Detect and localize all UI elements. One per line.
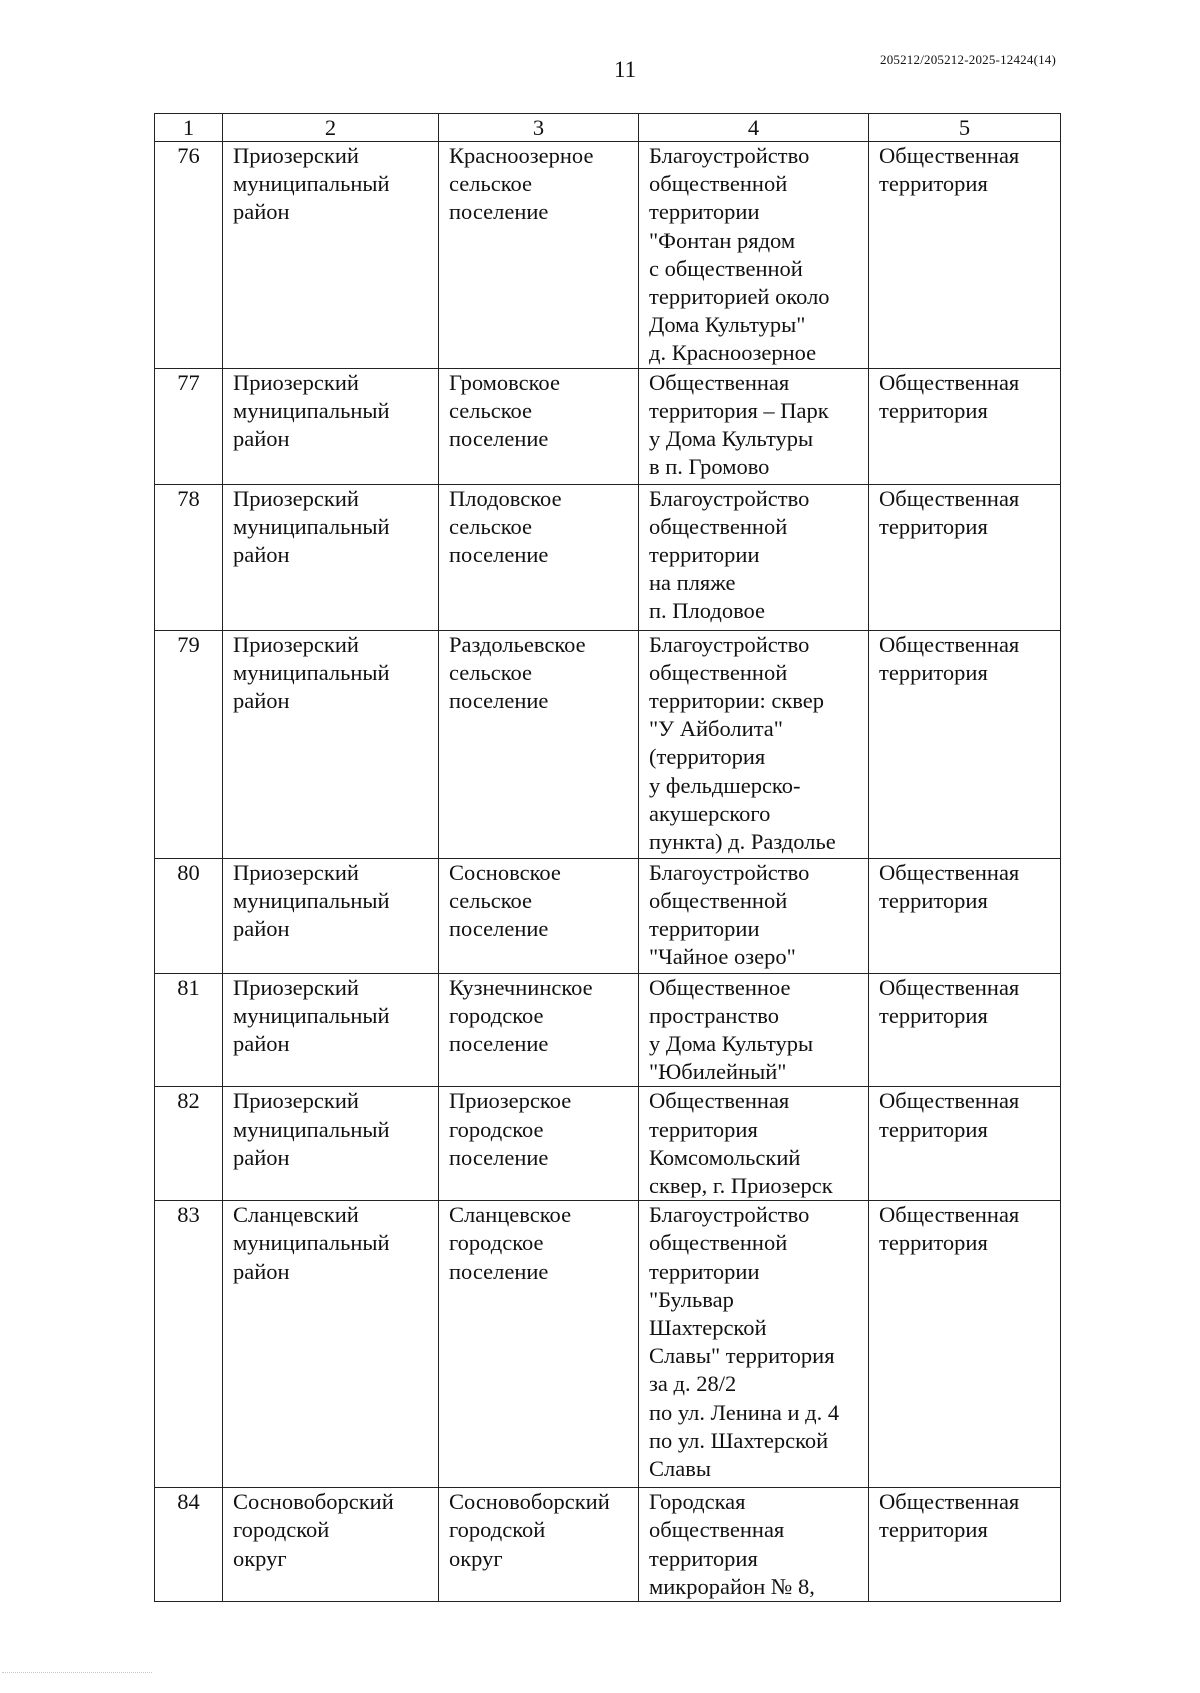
settlement-cell: Раздольевское сельское поселение <box>439 630 639 858</box>
table-row <box>155 973 1061 1087</box>
row-number: 77 <box>155 368 223 484</box>
district-cell: Приозерский муниципальный район <box>223 630 439 858</box>
row-number: 81 <box>155 973 223 1087</box>
object-cell: Благоустройство общественной территории на пляже п. Плодовое <box>639 484 869 630</box>
row-number: 84 <box>155 1488 223 1602</box>
settlement-cell: Кузнечнинское городское поселение <box>439 973 639 1087</box>
table-header-row <box>155 114 1061 142</box>
type-cell: Общественная территория <box>869 142 1061 369</box>
column-header: 4 <box>639 114 869 142</box>
object-cell: Благоустройство общественной территории "Чайное озеро" <box>639 858 869 973</box>
object-cell: Общественная территория – Парк у Дома Культуры в п. Громово <box>639 368 869 484</box>
table-row <box>155 858 1061 973</box>
settlement-cell: Красноозерное сельское поселение <box>439 142 639 369</box>
column-header: 3 <box>439 114 639 142</box>
object-cell: Благоустройство общественной территории: сквер "У Айболита" (территория у фельдшерско- акушерского пункта) д. Раздолье <box>639 630 869 858</box>
territories-table <box>154 113 1061 1602</box>
table-row <box>155 1201 1061 1488</box>
object-cell: Городская общественная территория микрорайон № 8, <box>639 1488 869 1602</box>
district-cell: Сланцевский муниципальный район <box>223 1201 439 1488</box>
object-cell: Общественное пространство у Дома Культуры "Юбилейный" <box>639 973 869 1087</box>
row-number: 76 <box>155 142 223 369</box>
type-cell: Общественная территория <box>869 484 1061 630</box>
district-cell: Приозерский муниципальный район <box>223 973 439 1087</box>
type-cell: Общественная территория <box>869 973 1061 1087</box>
row-number: 80 <box>155 858 223 973</box>
type-cell: Общественная территория <box>869 1488 1061 1602</box>
row-number: 83 <box>155 1201 223 1488</box>
table-row <box>155 630 1061 858</box>
settlement-cell: Сосновское сельское поселение <box>439 858 639 973</box>
type-cell: Общественная территория <box>869 1201 1061 1488</box>
table-row <box>155 1488 1061 1602</box>
settlement-cell: Приозерское городское поселение <box>439 1087 639 1201</box>
table-row <box>155 142 1061 369</box>
column-header: 1 <box>155 114 223 142</box>
type-cell: Общественная территория <box>869 1087 1061 1201</box>
type-cell: Общественная территория <box>869 368 1061 484</box>
object-cell: Общественная территория Комсомольский сквер, г. Приозерск <box>639 1087 869 1201</box>
object-cell: Благоустройство общественной территории "Бульвар Шахтерской Славы" территория за д. 28/2 по ул. Ленина и д. 4 по ул. Шахтерской Славы <box>639 1201 869 1488</box>
district-cell: Приозерский муниципальный район <box>223 858 439 973</box>
settlement-cell: Громовское сельское поселение <box>439 368 639 484</box>
row-number: 79 <box>155 630 223 858</box>
scan-artifact <box>2 1672 152 1679</box>
document-id: 205212/205212-2025-12424(14) <box>880 52 1057 67</box>
table-row <box>155 1087 1061 1201</box>
type-cell: Общественная территория <box>869 858 1061 973</box>
row-number: 78 <box>155 484 223 630</box>
object-cell: Благоустройство общественной территории "Фонтан рядом с общественной территорией около Дома Культуры" д. Красноозерное <box>639 142 869 369</box>
column-header: 2 <box>223 114 439 142</box>
settlement-cell: Плодовское сельское поселение <box>439 484 639 630</box>
district-cell: Сосновоборский городской округ <box>223 1488 439 1602</box>
settlement-cell: Сланцевское городское поселение <box>439 1201 639 1488</box>
district-cell: Приозерский муниципальный район <box>223 484 439 630</box>
type-cell: Общественная территория <box>869 630 1061 858</box>
table-row <box>155 484 1061 630</box>
table-row <box>155 368 1061 484</box>
district-cell: Приозерский муниципальный район <box>223 1087 439 1201</box>
row-number: 82 <box>155 1087 223 1201</box>
settlement-cell: Сосновоборский городской округ <box>439 1488 639 1602</box>
district-cell: Приозерский муниципальный район <box>223 142 439 369</box>
page-number: 11 <box>614 57 637 82</box>
district-cell: Приозерский муниципальный район <box>223 368 439 484</box>
column-header: 5 <box>869 114 1061 142</box>
